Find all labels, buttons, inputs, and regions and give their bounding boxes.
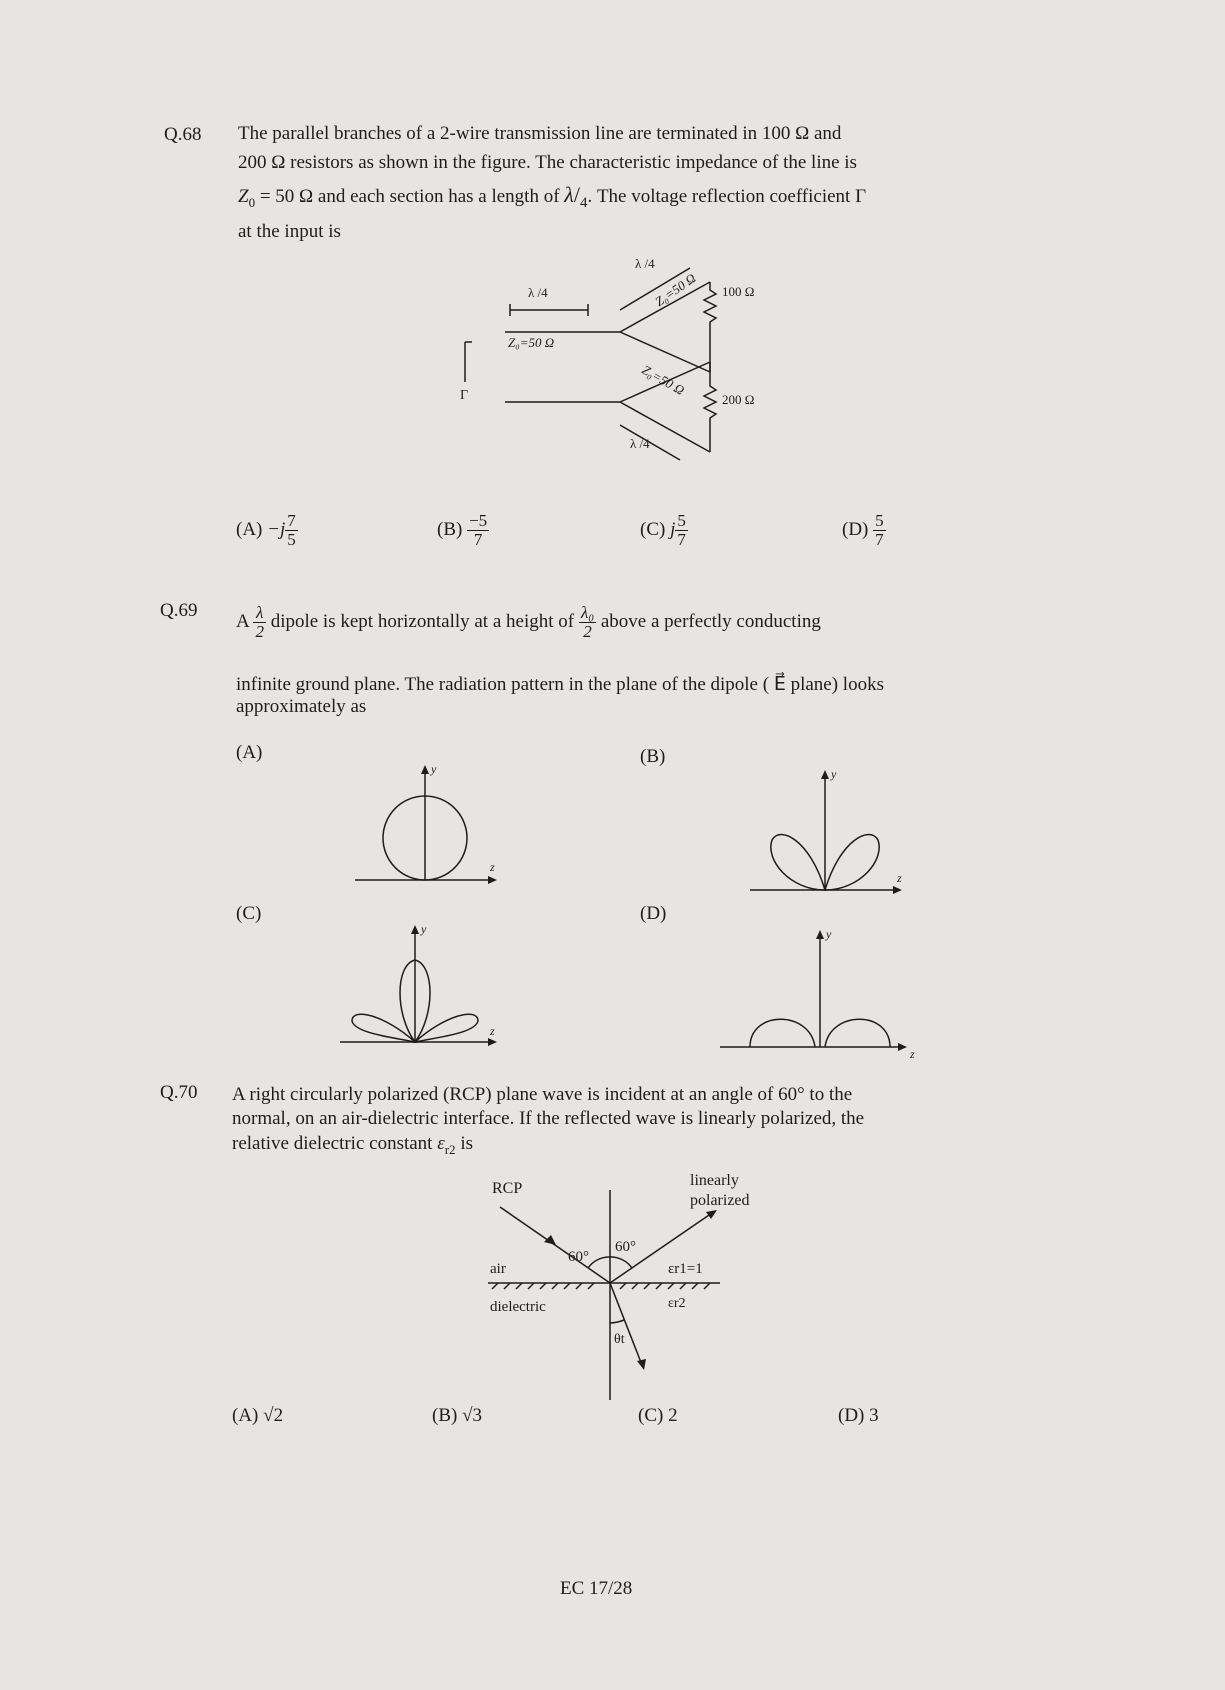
q68-r-top: 100 Ω — [722, 284, 755, 299]
q69-option-d[interactable]: (D) — [640, 903, 667, 924]
q68-option-b[interactable]: (B) $\frac{-5}{7}$ — [437, 511, 488, 549]
q70-air-label: air — [490, 1261, 506, 1277]
q68-line1: The parallel branches of a 2-wire transmission line are terminated in 100 Ω and — [238, 123, 842, 144]
page-footer: EC 17/28 — [560, 1578, 633, 1599]
q70-option-d[interactable]: (D) 3 — [838, 1405, 879, 1426]
q69-number: Q.69 — [160, 600, 198, 621]
q70-option-a[interactable]: (A) √2 — [232, 1405, 284, 1426]
q69-d-axis-y: y — [826, 927, 832, 941]
q68-lambda-label-top: λ /4 — [635, 256, 655, 271]
q68-option-c[interactable]: (C) j $\frac{5}{7}$ — [640, 511, 686, 549]
q68-z0-top: Z₀=50 Ω — [652, 270, 699, 310]
q69-line1: A $\frac{\lambda}{2}$ dipole is kept horizontally at a height of $\frac{\text{λ₀}}{2}$ above a perfectly conducting — [236, 603, 821, 641]
q69-line2: infinite ground plane. The radiation pattern in the plane of the dipole ( E⃗ plane) looks — [236, 674, 884, 695]
q69-c-axis-y: y — [421, 922, 427, 936]
q68-option-d[interactable]: (D) $\frac{5}{7}$ — [842, 511, 884, 549]
q70-dielectric-label: dielectric — [490, 1299, 546, 1315]
q68-gamma: Γ — [460, 388, 469, 403]
q70-linearly-label: linearly — [690, 1172, 739, 1189]
q69-b-axis-y: y — [831, 767, 837, 781]
q70-angle-reflected: 60° — [615, 1239, 636, 1255]
q69-pattern-d — [720, 927, 920, 1061]
q70-er2-label: εr2 — [668, 1296, 686, 1311]
q68-z0-main: Z₀=50 Ω — [508, 335, 555, 350]
q68-transmission-line-figure — [460, 256, 790, 490]
q69-line3: approximately as — [236, 696, 367, 717]
q70-interface-figure — [480, 1165, 780, 1405]
q68-line4: at the input is — [238, 221, 341, 242]
q69-a-axis-y: y — [431, 762, 437, 776]
q68-line2: 200 Ω resistors as shown in the figure. The characteristic impedance of the line is — [238, 152, 857, 173]
q70-option-c[interactable]: (C) 2 — [638, 1405, 678, 1426]
q68-lambda-label: λ /4 — [528, 285, 548, 300]
q69-a-axis-z: z — [490, 860, 495, 874]
q69-option-a[interactable]: (A) — [236, 742, 263, 763]
q70-polarized-label: polarized — [690, 1192, 750, 1209]
q69-pattern-a — [355, 762, 505, 895]
q68-number: Q.68 — [164, 124, 202, 145]
q69-pattern-c — [340, 922, 510, 1050]
q70-line2: normal, on an air-dielectric interface. If the reflected wave is linearly polarized, the — [232, 1108, 865, 1129]
q69-b-axis-z: z — [897, 871, 902, 885]
q70-er1-label: εr1=1 — [668, 1261, 703, 1277]
q70-angle-incident: 60° — [568, 1249, 589, 1265]
q69-c-axis-z: z — [490, 1024, 495, 1038]
q68-line3: $Z_0 = 50$ Ω and each section has a length of $\lambda/_4$. The voltage reflection coefficient Γ — [238, 182, 867, 211]
q69-option-c[interactable]: (C) — [236, 903, 262, 924]
q70-theta-label: θt — [614, 1332, 625, 1347]
q68-option-a[interactable]: (A) −j $\frac{7}{5}$ — [236, 511, 296, 549]
q69-d-axis-z: z — [910, 1047, 915, 1061]
q69-option-b[interactable]: (B) — [640, 746, 666, 767]
q68-lambda-label-bottom: λ /4 — [630, 436, 650, 451]
q70-line1: A right circularly polarized (RCP) plane wave is incident at an angle of 60° to the — [232, 1084, 853, 1105]
q68-z0-bottom: Z₀=50 Ω — [639, 361, 688, 398]
q70-option-b[interactable]: (B) √3 — [432, 1405, 483, 1426]
q70-rcp-label: RCP — [492, 1180, 523, 1197]
q70-number: Q.70 — [160, 1082, 198, 1103]
q68-r-bottom: 200 Ω — [722, 392, 755, 407]
q69-pattern-b — [750, 767, 910, 900]
q70-line3: relative dielectric constant $\varepsilon_{r2}$ is — [232, 1133, 473, 1157]
